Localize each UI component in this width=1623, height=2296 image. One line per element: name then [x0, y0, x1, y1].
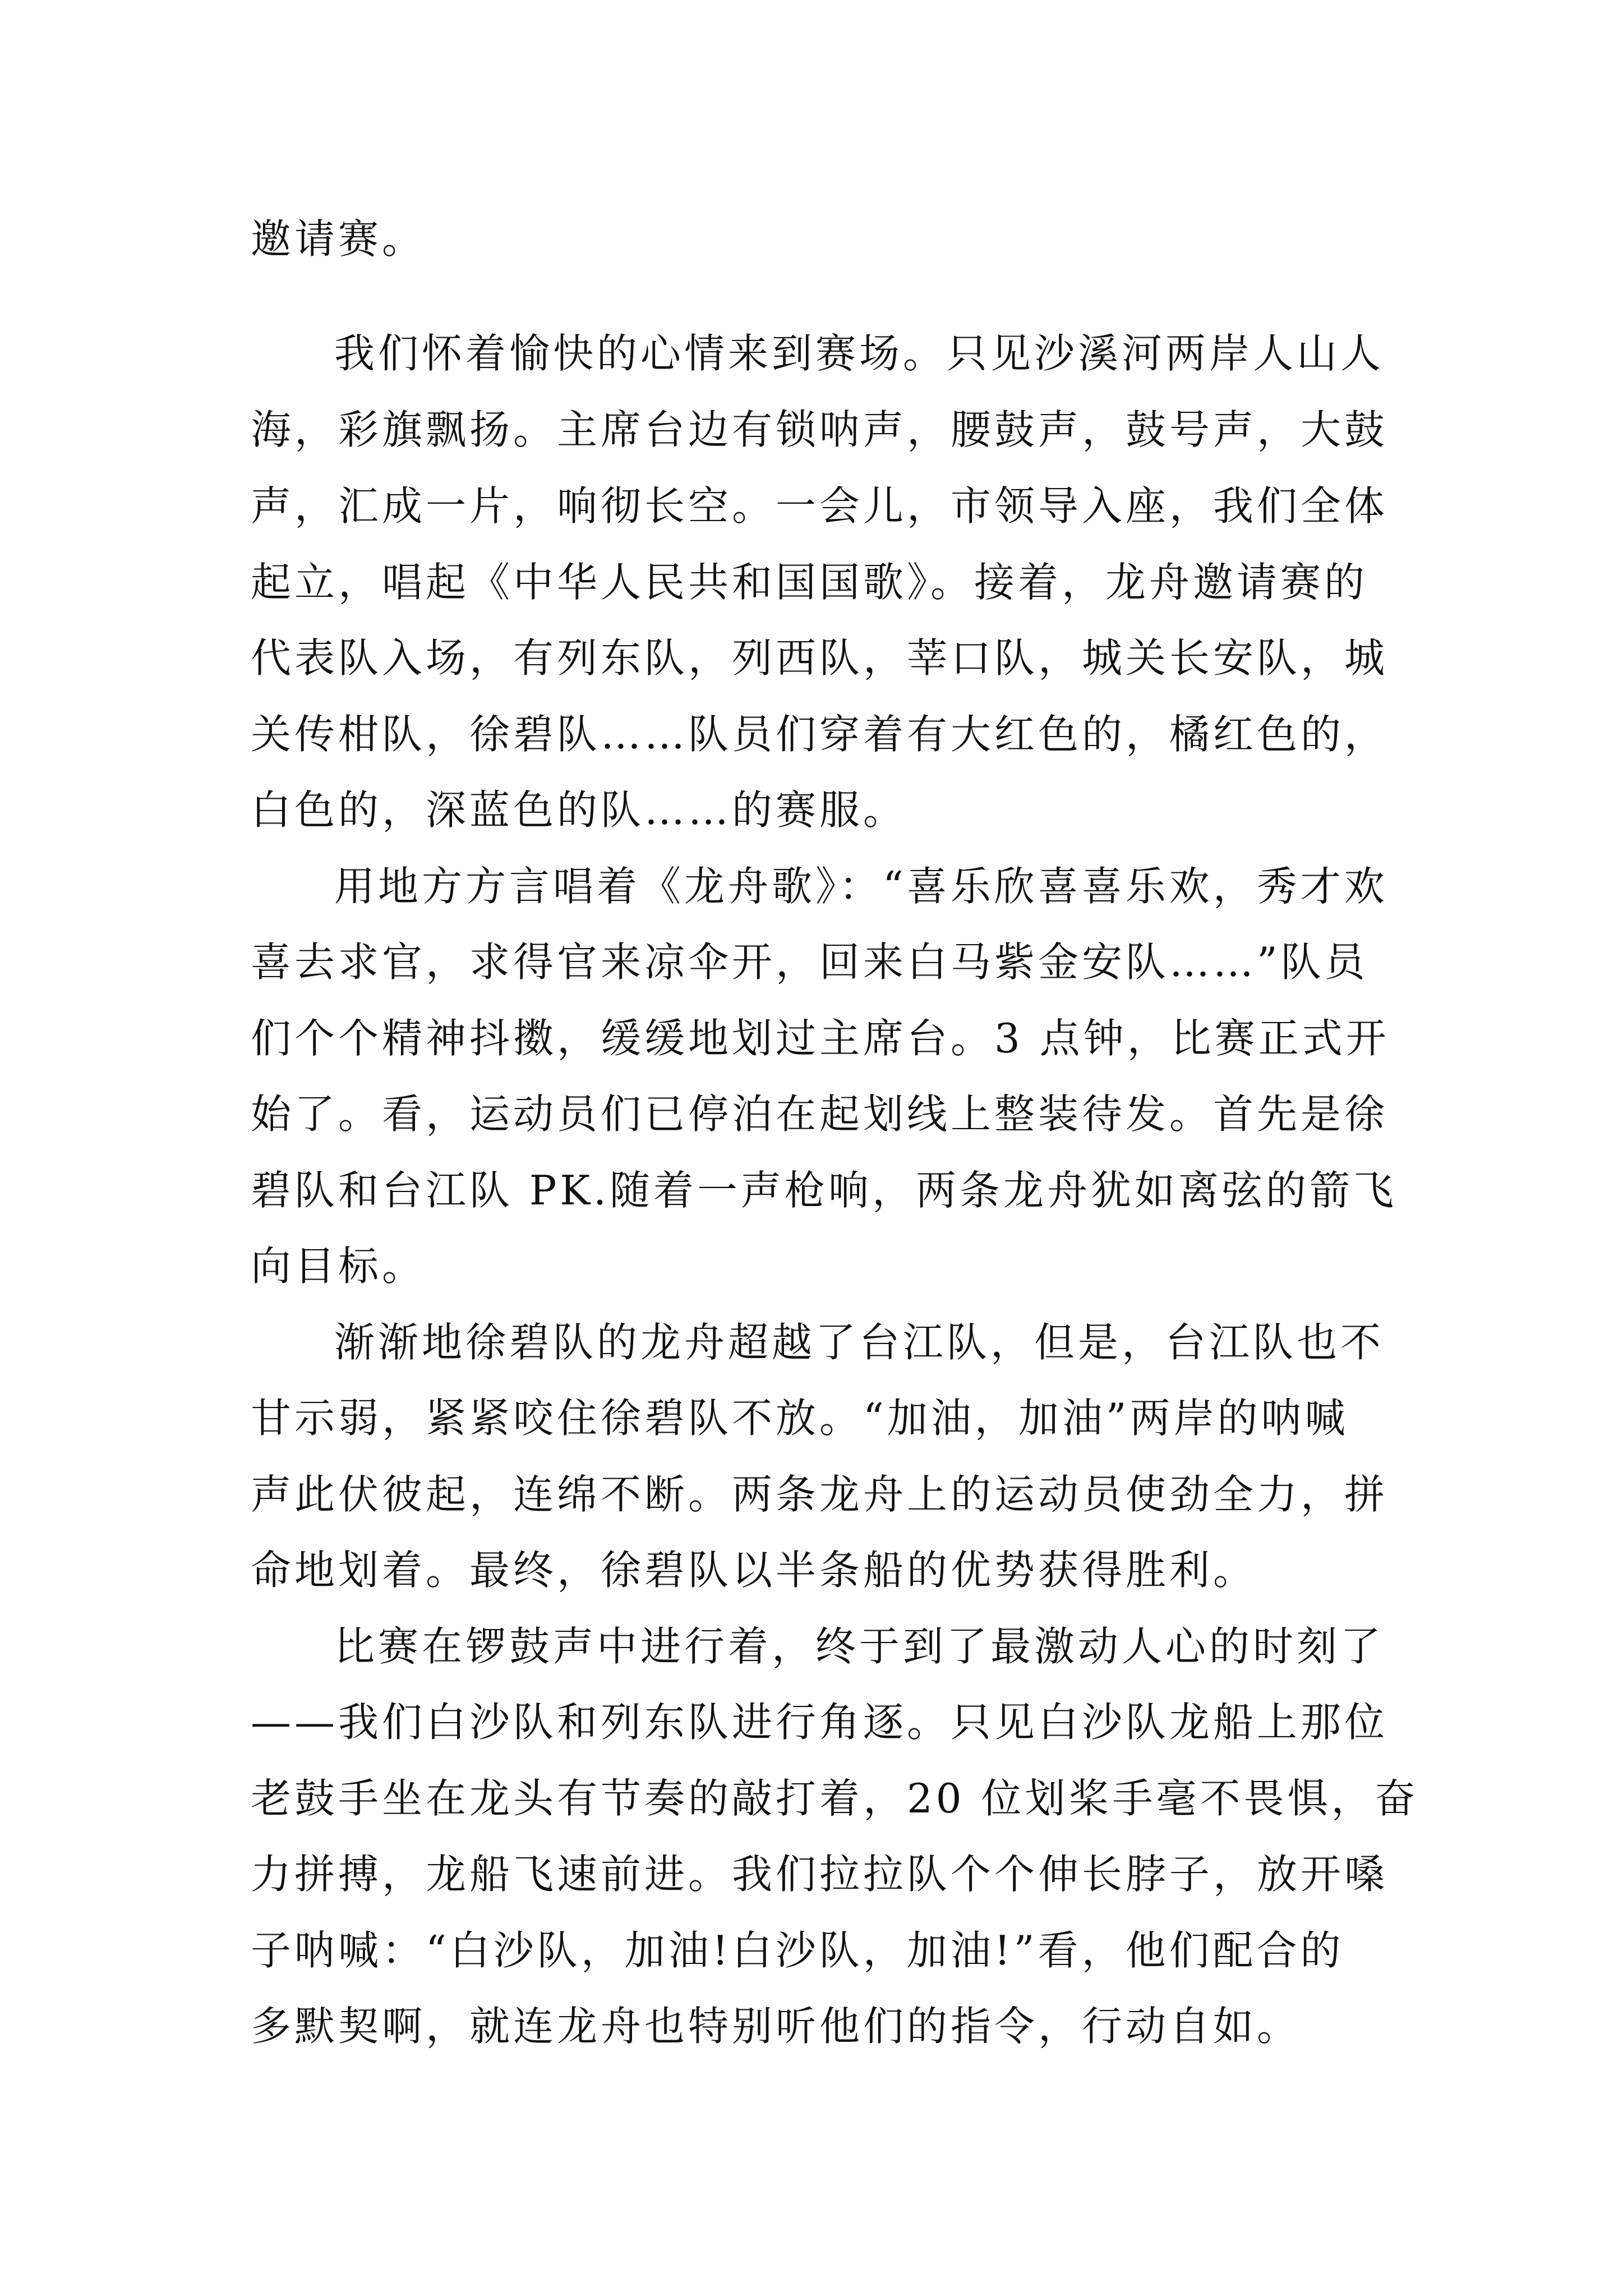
text-line: 子呐喊：“白沙队，加油!白沙队，加油!”看，他们配合的 [251, 1927, 1344, 1974]
text-line: 命地划着。最终，徐碧队以半条船的优势获得胜利。 [251, 1547, 1257, 1594]
paragraph-start-line: 渐渐地徐碧队的龙舟超越了台江队，但是，台江队也不 [334, 1319, 1385, 1366]
text-line: 喜去求官，求得官来凉伞开，回来白马紫金安队……”队员 [251, 938, 1368, 986]
paragraph-start-line: 用地方方言唱着《龙舟歌》：“喜乐欣喜喜乐欢，秀才欢 [334, 863, 1388, 910]
text-line: 代表队入场，有列东队，列西队，莘口队，城关长安队，城 [251, 634, 1389, 682]
paragraph-start-line: 比赛在锣鼓声中进行着，终于到了最激动人心的时刻了 [334, 1623, 1385, 1670]
text-line: 甘示弱，紧紧咬住徐碧队不放。“加油，加油”两岸的呐喊 [251, 1395, 1349, 1442]
text-line: 声此伏彼起，连绵不断。两条龙舟上的运动员使劲全力，拼 [251, 1471, 1389, 1518]
text-line: 力拼搏，龙船飞速前进。我们拉拉队个个伸长脖子，放开嗓 [251, 1851, 1389, 1898]
text-line: 邀请赛。 [251, 215, 426, 263]
text-line: 起立，唱起《中华人民共和国国歌》。接着，龙舟邀请赛的 [251, 559, 1368, 606]
text-line: 多默契啊，就连龙舟也特别听他们的指令，行动自如。 [251, 2003, 1301, 2050]
text-line: 们个个精神抖擞，缓缓地划过主席台。3 点钟，比赛正式开 [251, 1015, 1390, 1062]
paragraph-start-line: 我们怀着愉快的心情来到赛场。只见沙溪河两岸人山人 [334, 330, 1385, 377]
text-line: 白色的，深蓝色的队……的赛服。 [251, 786, 907, 834]
text-line: 声，汇成一片，响彻长空。一会儿，市领导入座，我们全体 [251, 482, 1389, 530]
text-line: 向目标。 [251, 1243, 426, 1290]
text-line: ——我们白沙队和列东队进行角逐。只见白沙队龙船上那位 [251, 1699, 1389, 1746]
text-line: 碧队和台江队 PK.随着一声枪响，两条龙舟犹如离弦的箭飞 [251, 1167, 1398, 1214]
text-line: 关传柑队，徐碧队……队员们穿着有大红色的，橘红色的， [251, 711, 1389, 758]
text-line: 始了。看，运动员们已停泊在起划线上整装待发。首先是徐 [251, 1091, 1389, 1138]
text-line: 老鼓手坐在龙头有节奏的敲打着，20 位划桨手毫不畏惧，奋 [251, 1775, 1419, 1822]
text-line: 海，彩旗飘扬。主席台边有锁呐声，腰鼓声，鼓号声，大鼓 [251, 406, 1389, 453]
